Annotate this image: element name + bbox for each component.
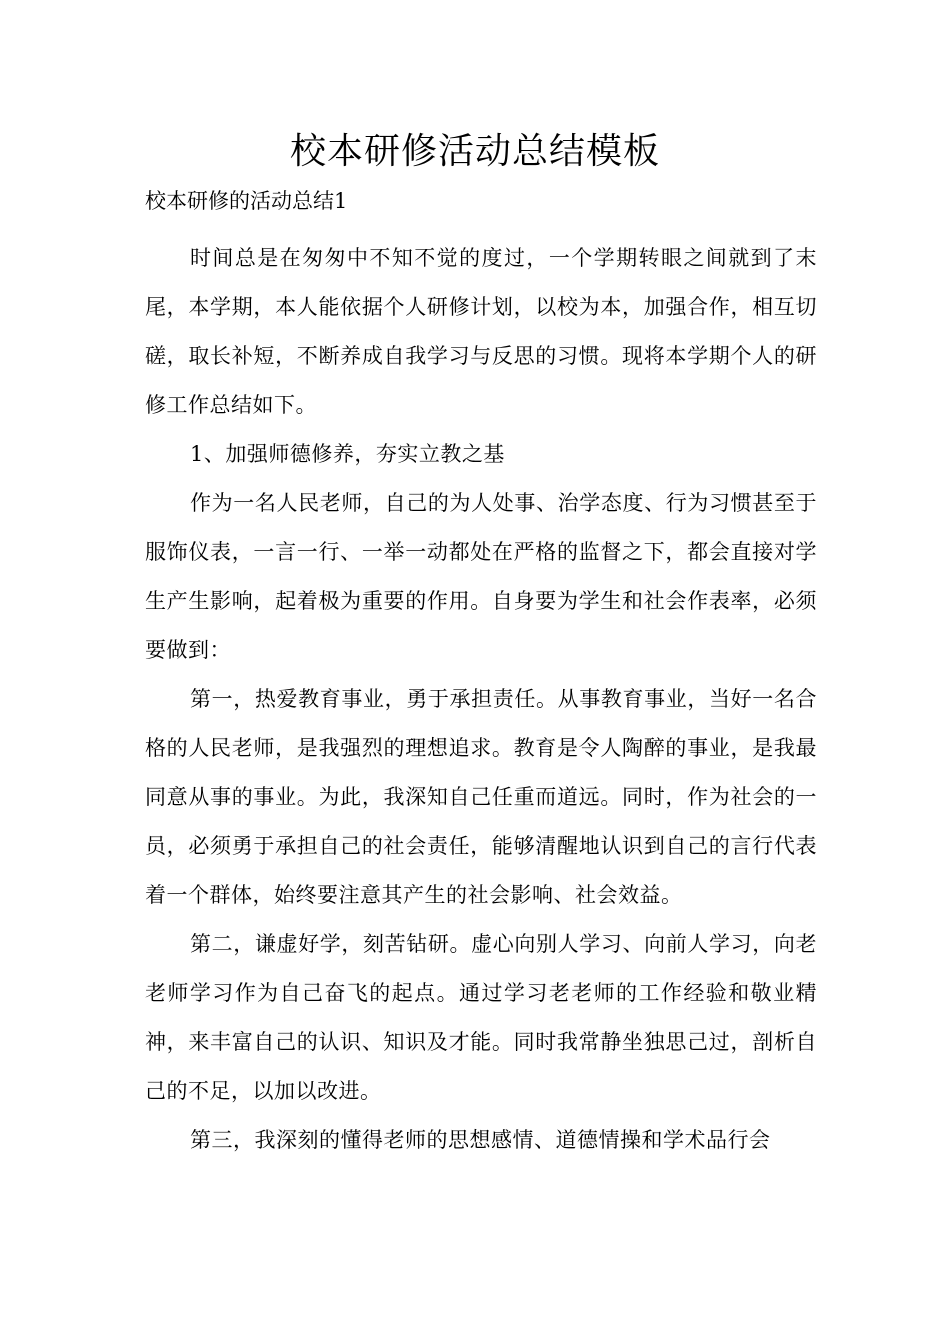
paragraph-first-point: 第一，热爱教育事业，勇于承担责任。从事教育事业，当好一名合格的人民老师，是我强烈的理想追求。教育是令人陶醉的事业，是我最同意从事的事业。为此，我深知自己任重而道远。同时，作为社会的一员，必须勇于承担自己的社会责任，能够清醒地认识到自己的言行代表着一个群体，始终要注意其产生的社会影响、社会效益。 <box>145 687 817 907</box>
document-subtitle: 校本研修的活动总结1 <box>145 189 348 213</box>
document-body <box>145 234 817 1165</box>
paragraph-second-point: 第二，谦虚好学，刻苦钻研。虚心向别人学习、向前人学习，向老老师学习作为自己奋飞的起点。通过学习老老师的工作经验和敬业精神，来丰富自己的认识、知识及才能。同时我常静坐独思己过，剖析自己的不足，以加以改进。 <box>145 932 817 1103</box>
paragraph-third-point: 第三，我深刻的懂得老师的思想感情、道德情操和学术品行会 <box>190 1128 771 1152</box>
section-heading-1: 1、加强师德修养，夯实立教之基 <box>190 442 505 466</box>
paragraph-intro: 时间总是在匆匆中不知不觉的度过，一个学期转眼之间就到了末尾，本学期，本人能依据个人研修计划，以校为本，加强合作，相互切磋，取长补短，不断养成自我学习与反思的习惯。现将本学期个人的研修工作总结如下。 <box>145 246 817 417</box>
paragraph-ethics: 作为一名人民老师，自己的为人处事、治学态度、行为习惯甚至于服饰仪表，一言一行、一举一动都处在严格的监督之下，都会直接对学生产生影响，起着极为重要的作用。自身要为学生和社会作表率，必须要做到： <box>145 491 817 662</box>
document-title: 校本研修活动总结模板 <box>289 131 660 172</box>
